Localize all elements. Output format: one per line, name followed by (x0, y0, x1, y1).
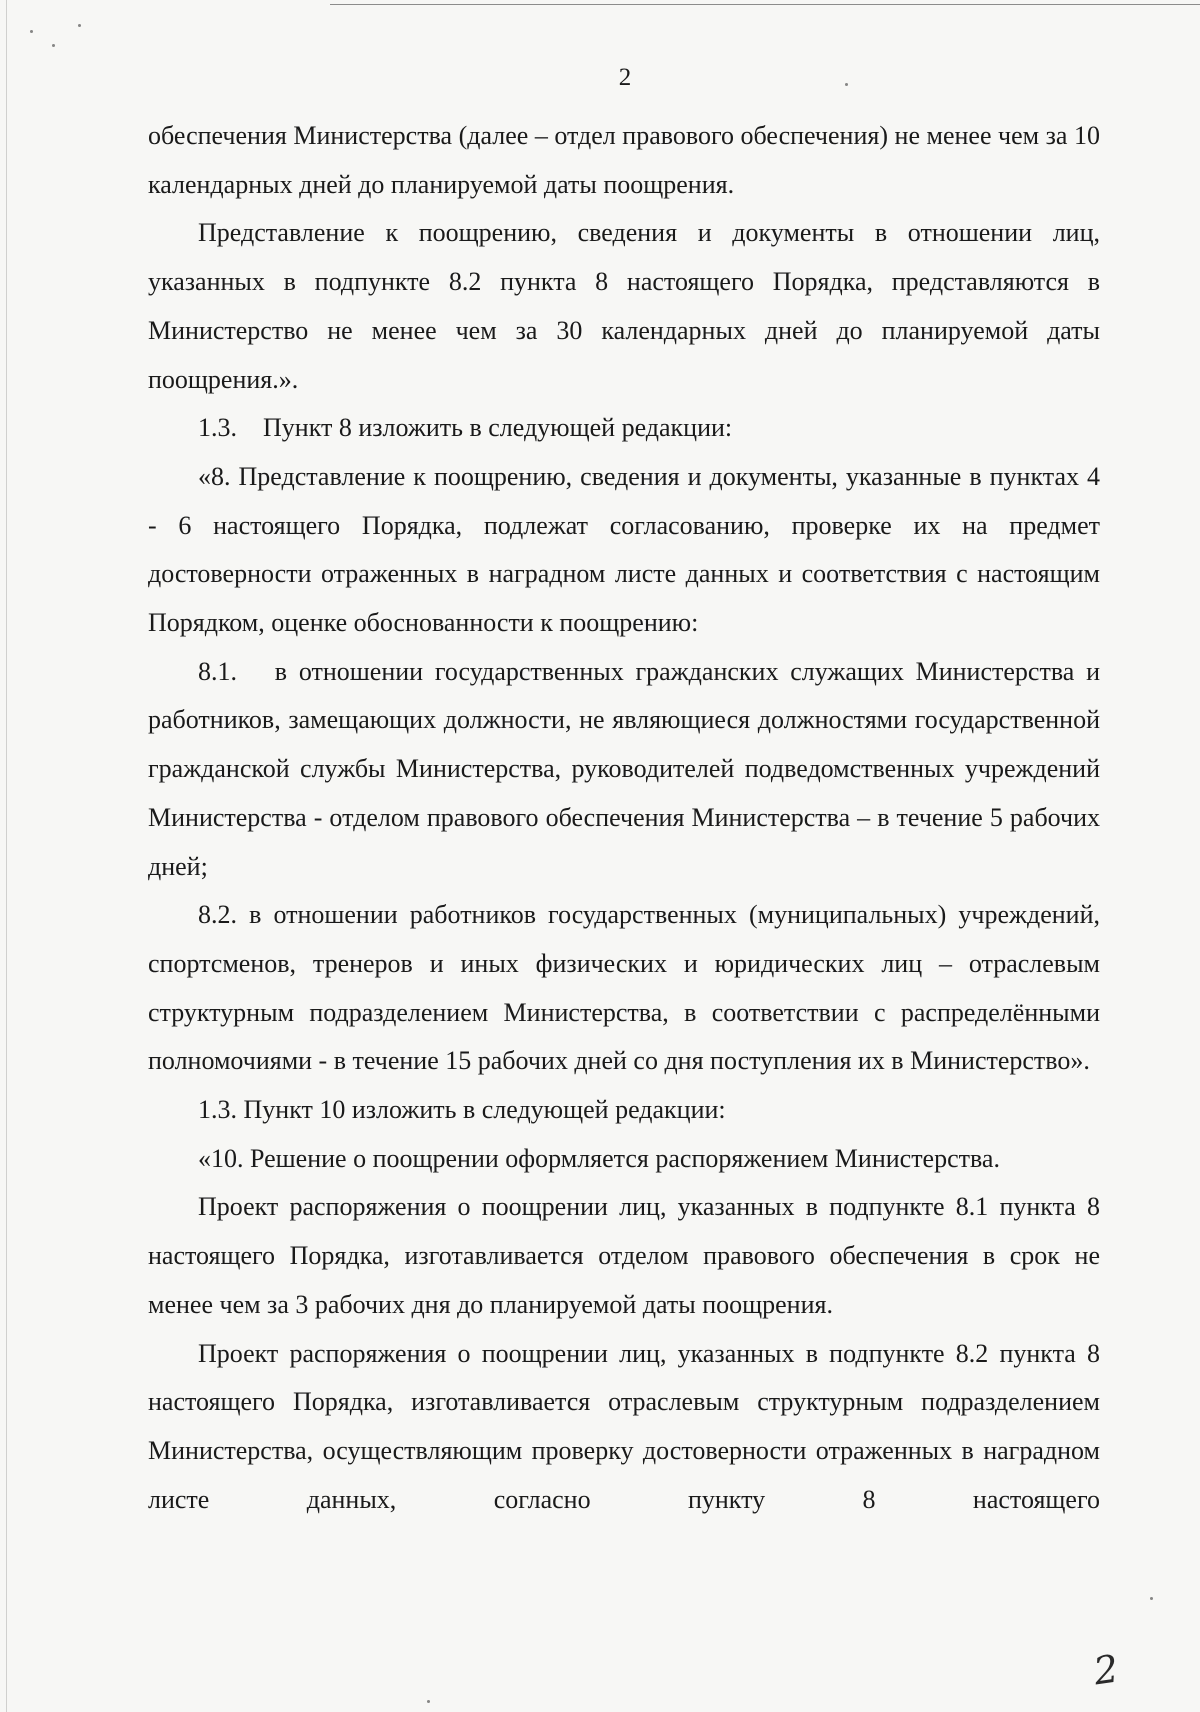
scan-speck (78, 24, 81, 27)
paragraph-point-8: «8. Представление к поощрению, сведения и документы, указанные в пунктах 4 - 6 настоящего Порядка, подлежат согласованию, проверке их на предмет достоверности отраженных в наградном листе данных и соответствия с настоящим Порядком, оценке обоснованности к поощрению: (148, 461, 1100, 638)
scan-speck (30, 30, 33, 33)
paragraph-amendment-1-3: 1.3. Пункт 8 изложить в следующей редакции: (198, 413, 733, 443)
paragraph-point-10: «10. Решение о поощрении оформляется распоряжением Министерства. (198, 1143, 1000, 1173)
scan-speck (52, 44, 55, 47)
scan-speck (1150, 1597, 1153, 1600)
handwritten-initials: 2 (1090, 1646, 1121, 1694)
scan-edge-left (6, 0, 7, 1712)
paragraph-submission-deadline: Представление к поощрению, сведения и документы в отношении лиц, указанных в подпункте 8.2 пункта 8 настоящего Порядка, представляются в Министерство не менее чем за 30 календарных дней до планируемой даты поощрения.». (148, 218, 1100, 394)
paragraph-draft-8-1: Проект распоряжения о поощрении лиц, указанных в подпункте 8.1 пункта 8 настоящего Порядка, изготавливается отделом правового обеспечения в срок не менее чем за 3 рабочих дня до планируемой даты поощрения. (148, 1192, 1100, 1319)
paragraph-amendment-point-10: 1.3. Пункт 10 изложить в следующей редакции: (198, 1095, 726, 1125)
scan-speck (845, 83, 848, 86)
scan-edge-top (330, 4, 1200, 5)
page-number: 2 (618, 64, 632, 91)
document-body (148, 112, 1100, 1524)
paragraph-point-8-1: 8.1. в отношении государственных гражданских служащих Министерства и работников, замещающих должности, не являющиеся должностями государственной гражданской службы Министерства, руководителей подведомственных учреждений Министерства - отделом правового обеспечения Министерства – в течение 5 рабочих дней; (148, 656, 1100, 881)
paragraph-draft-8-2: Проект распоряжения о поощрении лиц, указанных в подпункте 8.2 пункта 8 настоящего Порядка, изготавливается отраслевым структурным подразделением Министерства, осуществляющим проверку достоверности отраженных в наградном листе данных, согласно пункту 8 настоящего (148, 1338, 1100, 1514)
paragraph-point-8-2: 8.2. в отношении работников государственных (муниципальных) учреждений, спортсменов, тренеров и иных физических и юридических лиц – отраслевым структурным подразделением Министерства, в соответствии с распределёнными полномочиями - в течение 15 рабочих дней со дня поступления их в Министерство». (148, 900, 1100, 1076)
scan-speck (427, 1700, 430, 1703)
paragraph-continuation: обеспечения Министерства (далее – отдел правового обеспечения) не менее чем за 10 календарных дней до планируемой даты поощрения. (148, 121, 1100, 199)
